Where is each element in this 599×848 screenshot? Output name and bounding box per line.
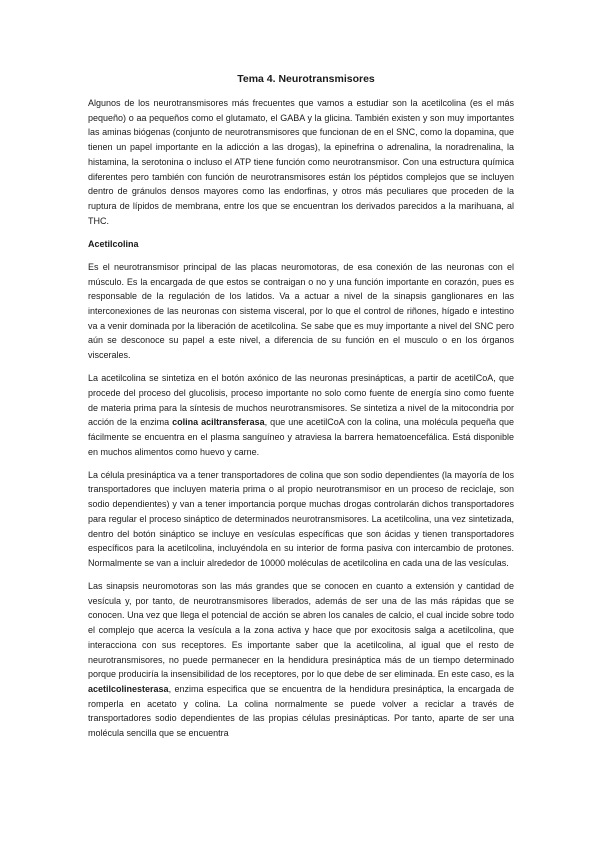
enzyme-term-acetilcolinesterasa: acetilcolinesterasa: [88, 683, 169, 694]
paragraph-2: [88, 371, 514, 459]
document-body: [88, 72, 514, 749]
paragraph-2-text-a: La acetilcolina se sintetiza en el botón axónico de las neuronas presinápticas, a partir de acetilCoA, que procede del proceso del glucolisis, proceso importante no solo como fuente de energía sino como fuente de materia prima para la síntesis de muchos neurotransmisores. Se sintetiza a nivel de la mitocondria por acción de la enzima: [88, 373, 514, 428]
section-heading: Acetilcolina: [88, 238, 139, 249]
paragraph-3: La célula presináptica va a tener transportadores de colina que son sodio dependientes (la mayoría de los transportadores que incluyen materia prima o al propio neurotransmisor en un proceso de reciclaje, son sodio dependientes) y van a tener importancia porque muchas drogas controlarán dichos transportadores para regular el proceso sináptico de determinados neurotransmisores. La acetilcolina, una vez sintetizada, dentro del botón sináptico se incluye en vesículas específicas que son ácidas y tienen transportadores específicos para la acetilcolina, incluyéndola en su interior de forma pasiva con intercambio de protones. Normalmente se van a incluir alrededor de 10000 moléculas de acetilcolina en cada una de las vesículas.: [88, 469, 514, 568]
enzyme-term-colina-aciltransferasa: colina aciltransferasa: [172, 417, 265, 428]
paragraph-4-text-b: , enzima especifica que se encuentra de la hendidura presináptica, la encargada de romperla en acetato y colina. La colina normalmente se puede volver a reciclar a través de transportadores sodio dependientes de las propias células presinápticas. Por tanto, aparte de ser una molécula sencilla que se encuentra: [88, 683, 514, 739]
paragraph-4: [88, 579, 514, 741]
paragraph-4-text-a: Las sinapsis neuromotoras son las más grandes que se conocen en cuanto a extensión y cantidad de vesícula y, por tanto, de neurotransmisores liberados, además de ser una de las más rápidas que se conocen. Una vez que llega el potencial de acción se abren los canales de calcio, el cual incide sobre todo el complejo que acerca la vesícula a la zona activa y hace que por exocitosis salga a acetilcolina, que interacciona con sus receptores. Es importante saber que la acetilcolina, al igual que el resto de neurotransmisores, no puede permanecer en la hendidura presináptica más de un tiempo determinado porque produciría la insensibilidad de los receptores, por lo que debe de ser eliminada. En este caso, es la: [88, 581, 514, 680]
paragraph-1: Es el neurotransmisor principal de las placas neuromotoras, de esa conexión de las neuronas con el músculo. Es la encargada de que estos se contraigan o no y una función importante en corazón, pues es responsable de la regulación de los latidos. Va a actuar a nivel de la sinapsis ganglionares en las interconexiones de las neuronas con sistema visceral, por lo que el control de riñones, hígado e intestino va a venir dominada por la liberación de acetilcolina. Se sabe que es muy importante a nivel del SNC pero aún se desconoce su papel a este nivel, a diferencia de su función en el musculo o en los órganos viscerales.: [88, 261, 514, 361]
page-title: Tema 4. Neurotransmisores: [237, 73, 375, 85]
intro-paragraph: Algunos de los neurotransmisores más frecuentes que vamos a estudiar son la acetilcolina (es el más pequeño) o aa pequeños como el glutamato, el GABA y la glicina. También existen y son muy importantes las aminas biógenas (conjunto de neurotransmisores que funcionan de en el SNC, como la dopamina, que tienen un papel importante en la adicción a las drogas), la epinefrina o adrenalina, la noradrenalina, la histamina, la serotonina o incluso el ATP tiene función como neurotransmisor. Con una estructura química diferentes pero también con función de neurotransmisores están los péptidos complejos que se incluyen dentro de gránulos densos mayores como las endorfinas, y otros más peculiares que proceden de la ruptura de lípidos de membrana, entre los que se encuentran los derivados parecidos a la marihuana, al THC.: [88, 98, 514, 226]
paragraph-2-text-b: , que une acetilCoA con la colina, una molécula pequeña que fácilmente se encuentra en el plasma sanguíneo y atraviesa la barrera hematoencefálica. Está disponible en muchos alimentos como huevo y carne.: [88, 417, 514, 457]
